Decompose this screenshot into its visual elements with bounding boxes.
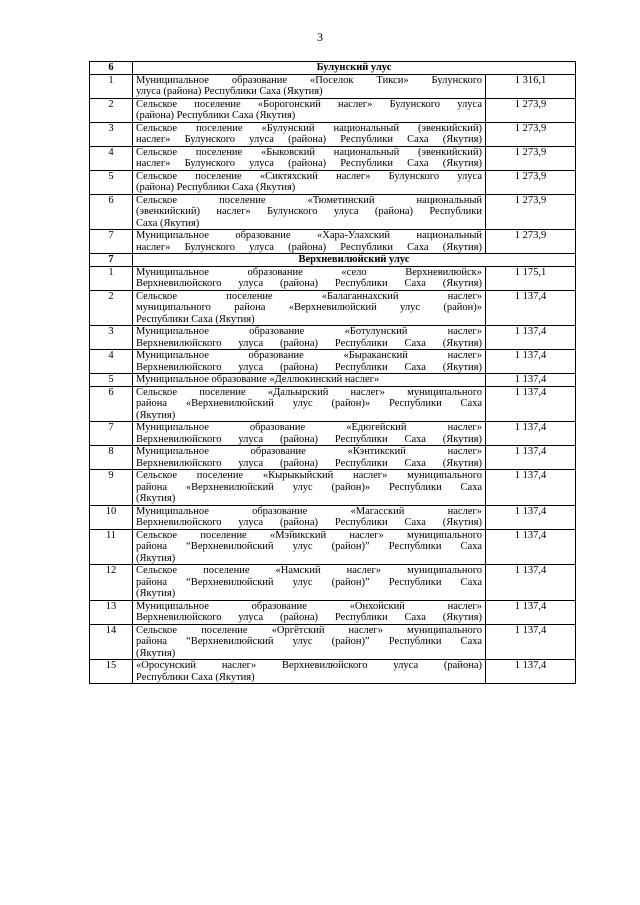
row-number: 11	[90, 529, 133, 565]
row-name-line: Республики Саха (Якутия)	[136, 671, 255, 683]
row-value: 1 137,4	[486, 529, 576, 565]
row-name-line: Муниципальное образование «Кэнтикский наслег»	[136, 446, 482, 457]
row-number: 7	[90, 422, 133, 446]
row-name	[133, 624, 486, 660]
row-name	[133, 374, 486, 387]
row-name-line: Сельское поселение «Борогонский наслег» Булунского улуса	[136, 98, 482, 110]
row-name-line: Муниципальное образование «село Верхневилюйск»	[136, 266, 482, 278]
row-value: 1 273,9	[486, 98, 576, 122]
row-name	[133, 230, 486, 254]
row-name	[133, 266, 486, 290]
row-value: 1 273,9	[486, 230, 576, 254]
row-name	[133, 194, 486, 230]
row-number: 4	[90, 146, 133, 170]
row-value: 1 137,4	[486, 660, 576, 684]
row-name-line: (Якутия)	[136, 647, 176, 659]
row-name-line: Сельское поселение «Мэйикский наслег» муниципального	[136, 529, 482, 541]
row-number: 5	[90, 170, 133, 194]
row-name-line: Муниципальное образование «Хара-Улахский национальный	[136, 230, 482, 241]
row-value: 1 137,4	[486, 446, 576, 470]
row-name	[133, 600, 486, 624]
row-name	[133, 446, 486, 470]
row-value: 1 137,4	[486, 470, 576, 506]
row-name-line: наслег» Булунского улуса (района) Республики Саха (Якутия)	[136, 134, 482, 145]
row-number: 2	[90, 290, 133, 326]
row-name-line: Муниципальное образование «Поселок Тикси» Булунского	[136, 74, 482, 86]
row-number: 3	[90, 122, 133, 146]
row-name-line: района “Верхневилюйский улус (район)” Республики Саха	[136, 576, 482, 588]
row-value: 1 273,9	[486, 122, 576, 146]
row-name-line: наслег» Булунского улуса (района) Республики Саха (Якутия)	[136, 158, 482, 169]
row-name-line: Верхневилюйского улуса (района) Республики Саха (Якутия)	[136, 612, 482, 623]
row-name-line: Сельское поселение «Оргётский наслег» муниципального	[136, 624, 482, 636]
row-name-line: (Якутия)	[136, 552, 176, 564]
row-value: 1 137,4	[486, 350, 576, 374]
table-row	[90, 122, 576, 146]
row-name-line: Саха (Якутия)	[136, 217, 200, 229]
row-number: 3	[90, 326, 133, 350]
section-title: Булунский улус	[133, 62, 576, 75]
row-name	[133, 505, 486, 529]
row-name-line: Верхневилюйского улуса (района) Республики Саха (Якутия)	[136, 517, 482, 528]
section-header-row	[90, 62, 576, 75]
table-row	[90, 565, 576, 601]
row-name-line: Республики Саха (Якутия)	[136, 313, 255, 325]
row-value: 1 273,9	[486, 194, 576, 230]
row-value: 1 137,4	[486, 386, 576, 422]
table-row	[90, 350, 576, 374]
row-number: 1	[90, 266, 133, 290]
row-name-line: Муниципальное образование «Ботулунский наслег»	[136, 326, 482, 337]
table-row	[90, 326, 576, 350]
row-name-line: Сельское поселение «Дальырский наслег» муниципального	[136, 386, 482, 398]
row-name-line: Муниципальное образование «Быраканский наслег»	[136, 350, 482, 361]
table-body	[90, 62, 576, 684]
row-number: 5	[90, 374, 133, 387]
row-number: 7	[90, 230, 133, 254]
table-row	[90, 170, 576, 194]
row-value: 1 137,4	[486, 290, 576, 326]
row-value: 1 273,9	[486, 170, 576, 194]
row-name-line: Сельское поселение «Кырыкыйский наслег» муниципального	[136, 470, 482, 481]
row-value: 1 175,1	[486, 266, 576, 290]
row-name	[133, 146, 486, 170]
row-name-line: Сельское поселение «Балаганнахский наслег»	[136, 290, 482, 302]
row-name	[133, 74, 486, 98]
row-number: 10	[90, 505, 133, 529]
table-row	[90, 266, 576, 290]
row-value: 1 273,9	[486, 146, 576, 170]
row-number: 15	[90, 660, 133, 684]
row-number: 4	[90, 350, 133, 374]
row-name	[133, 422, 486, 446]
row-name-line: «Оросунский наслег» Верхневилюйского улуса (района)	[136, 660, 482, 671]
row-name-line: (Якутия)	[136, 588, 176, 599]
row-name-line: Муниципальное образование «Онхойский наслег»	[136, 600, 482, 612]
table-row	[90, 74, 576, 98]
row-name-line: района «Верхневилюйский улус (район)» Республики Саха	[136, 481, 482, 493]
row-name	[133, 386, 486, 422]
table-row	[90, 230, 576, 254]
section-number: 7	[90, 254, 133, 267]
table-row	[90, 470, 576, 506]
row-name	[133, 470, 486, 506]
row-number: 9	[90, 470, 133, 506]
row-value: 1 137,4	[486, 326, 576, 350]
row-name	[133, 98, 486, 122]
row-name	[133, 170, 486, 194]
table-row	[90, 386, 576, 422]
row-name-line: Сельское поселение «Тюметинский национальный	[136, 194, 482, 206]
row-number: 1	[90, 74, 133, 98]
row-number: 2	[90, 98, 133, 122]
row-value: 1 137,4	[486, 505, 576, 529]
table-row	[90, 422, 576, 446]
row-name-line: Муниципальное образование «Едюгейский наслег»	[136, 422, 482, 433]
row-number: 6	[90, 194, 133, 230]
row-name-line: Верхневилюйского улуса (района) Республики Саха (Якутия)	[136, 278, 482, 289]
row-name	[133, 660, 486, 684]
row-name-line: Сельское поселение «Сиктяхский наслег» Булунского улуса	[136, 170, 482, 182]
row-name-line: Верхневилюйского улуса (района) Республики Саха (Якутия)	[136, 337, 482, 349]
row-name	[133, 122, 486, 146]
row-name-line: Муниципальное образование «Деллюкинский наслег»	[136, 374, 380, 385]
table-row	[90, 290, 576, 326]
row-value: 1 137,4	[486, 374, 576, 387]
table-row	[90, 446, 576, 470]
row-name	[133, 326, 486, 350]
row-value: 1 137,4	[486, 565, 576, 601]
row-name-line: наслег» Булунского улуса (района) Республики Саха (Якутия)	[136, 241, 482, 253]
table-row	[90, 98, 576, 122]
row-value: 1 137,4	[486, 422, 576, 446]
row-name-line: Верхневилюйского улуса (района) Республики Саха (Якутия)	[136, 361, 482, 373]
section-header-row	[90, 254, 576, 267]
row-number: 12	[90, 565, 133, 601]
row-name-line: Сельское поселение «Булунский национальный (эвенкийский)	[136, 122, 482, 134]
row-name	[133, 529, 486, 565]
row-name-line: муниципального района «Верхневилюйский улус (район)»	[136, 302, 482, 313]
row-number: 8	[90, 446, 133, 470]
row-name	[133, 290, 486, 326]
row-number: 6	[90, 386, 133, 422]
row-name-line: района “Верхневилюйский улус (район)” Республики Саха	[136, 636, 482, 647]
row-name-line: (района) Республики Саха (Якутия)	[136, 182, 296, 193]
table-row	[90, 624, 576, 660]
row-name-line: (района) Республики Саха (Якутия)	[136, 110, 296, 121]
row-name-line: Верхневилюйского улуса (района) Республики Саха (Якутия)	[136, 433, 482, 445]
section-number: 6	[90, 62, 133, 75]
row-value: 1 316,1	[486, 74, 576, 98]
row-number: 13	[90, 600, 133, 624]
row-value: 1 137,4	[486, 600, 576, 624]
row-number: 14	[90, 624, 133, 660]
row-name-line: (Якутия)	[136, 493, 176, 504]
row-name-line: района “Верхневилюйский улус (район)” Республики Саха	[136, 541, 482, 552]
table-row	[90, 194, 576, 230]
row-name-line: Муниципальное образование «Магасский наслег»	[136, 505, 482, 517]
table-row	[90, 529, 576, 565]
page-number: 3	[317, 30, 323, 44]
table-row	[90, 505, 576, 529]
table-row	[90, 374, 576, 387]
row-value: 1 137,4	[486, 624, 576, 660]
row-name	[133, 565, 486, 601]
table-row	[90, 660, 576, 684]
section-title: Верхневилюйский улус	[133, 254, 576, 267]
row-name-line: Сельское поселение «Быковский национальный (эвенкийский)	[136, 146, 482, 158]
row-name-line: улуса (района) Республики Саха (Якутия)	[136, 86, 323, 97]
municipal-table	[89, 61, 576, 684]
table-row	[90, 146, 576, 170]
row-name	[133, 350, 486, 374]
row-name-line: (эвенкийский) наслег» Булунского улуса (района) Республики	[136, 206, 482, 217]
row-name-line: района «Верхневилюйский улус (район)» Республики Саха	[136, 398, 482, 409]
row-name-line: Сельское поселение «Намский наслег» муниципального	[136, 565, 482, 576]
row-name-line: (Якутия)	[136, 409, 176, 421]
table-row	[90, 600, 576, 624]
row-name-line: Верхневилюйского улуса (района) Республики Саха (Якутия)	[136, 457, 482, 469]
